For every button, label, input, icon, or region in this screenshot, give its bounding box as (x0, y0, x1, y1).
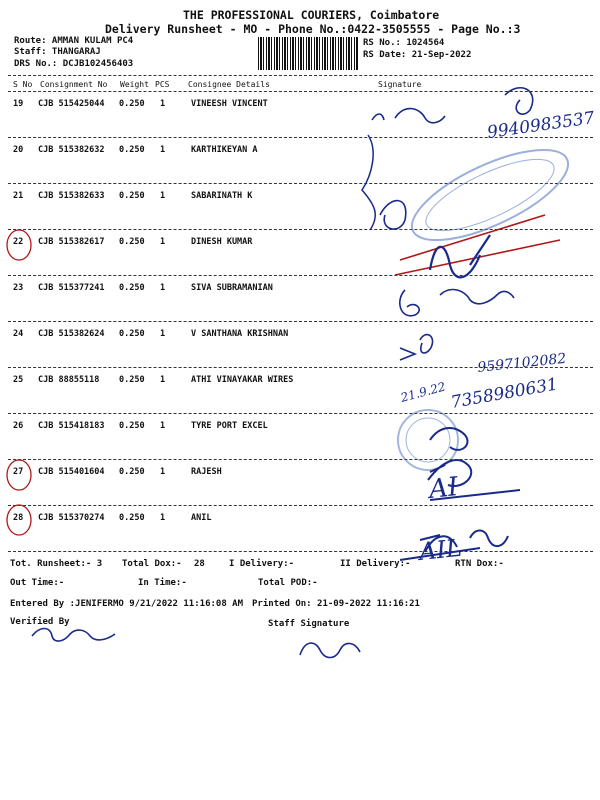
row-pcs: 1 (160, 421, 166, 431)
staff-signature: Staff Signature (268, 619, 350, 629)
col-consignee: Consignee Details (188, 80, 270, 89)
row-weight: 0.250 (119, 467, 145, 477)
row-weight: 0.250 (119, 145, 145, 155)
row-pcs: 1 (160, 99, 166, 109)
row-pcs: 1 (160, 329, 166, 339)
total-dox-value: 28 (194, 559, 205, 569)
row-sno: 25 (13, 375, 24, 385)
handwritten-phone: 7358980631 (449, 374, 560, 413)
row-consignment: CJB 515377241 (38, 283, 105, 293)
row-sno: 26 (13, 421, 24, 431)
col-sno: S No (13, 80, 33, 89)
row-pcs: 1 (160, 237, 166, 247)
row-consignment: CJB 515401604 (38, 467, 105, 477)
handwritten-signature-text: AIL (417, 533, 464, 566)
row-consignment: CJB 88855118 (38, 375, 100, 385)
red-circle-mark (7, 230, 31, 260)
i-delivery: I Delivery:- (229, 559, 295, 569)
col-consignment: Consignment No (40, 80, 108, 89)
row-consignment: CJB 515382617 (38, 237, 105, 247)
row-consignment: CJB 515370274 (38, 513, 105, 523)
row-sno: 20 (13, 145, 24, 155)
row-pcs: 1 (160, 375, 166, 385)
company-title: THE PROFESSIONAL COURIERS, Coimbatore (183, 8, 440, 22)
row-weight: 0.250 (119, 283, 145, 293)
row-consignee: VINEESH VINCENT (191, 99, 268, 109)
rtn-dox: RTN Dox:- (455, 559, 504, 569)
printed-on: Printed On: 21-09-2022 11:16:21 (252, 599, 420, 609)
row-consignee: ATHI VINAYAKAR WIRES (191, 375, 294, 385)
row-consignment: CJB 515425044 (38, 99, 105, 109)
row-weight: 0.250 (119, 99, 145, 109)
row-consignee: DINESH KUMAR (191, 237, 253, 247)
signature-scribble (362, 135, 375, 230)
staff-text: Staff: THANGARAJ (14, 47, 101, 57)
verified-by: Verified By (10, 617, 70, 627)
ii-delivery: II Delivery:- (340, 559, 411, 569)
row-pcs: 1 (160, 191, 166, 201)
col-signature: Signature (378, 80, 422, 89)
out-time: Out Time:- (10, 578, 65, 588)
tot-runsheet: Tot. Runsheet:- 3 (10, 559, 103, 569)
row-consignee: SIVA SUBRAMANIAN (191, 283, 273, 293)
row-weight: 0.250 (119, 375, 145, 385)
drs-number: DRS No.: DCJB102456403 (14, 59, 134, 69)
row-weight: 0.250 (119, 191, 145, 201)
row-weight: 0.250 (119, 513, 145, 523)
entered-by: Entered By :JENIFERMO 9/21/2022 11:16:08 AM (10, 599, 243, 609)
row-sno: 22 (13, 237, 24, 247)
row-pcs: 1 (160, 283, 166, 293)
row-sno: 27 (13, 467, 24, 477)
row-sno: 23 (13, 283, 24, 293)
row-sno: 28 (13, 513, 24, 523)
row-consignment: CJB 515418183 (38, 421, 105, 431)
row-consignment: CJB 515382624 (38, 329, 105, 339)
in-time: In Time:- (138, 578, 187, 588)
rubber-stamp (400, 132, 579, 258)
row-consignee: V SANTHANA KRISHNAN (191, 329, 289, 339)
row-sno: 19 (13, 99, 24, 109)
handwritten-phone: 9940983537 (485, 108, 596, 143)
row-consignee: ANIL (191, 513, 212, 523)
col-weight: Weight (120, 80, 149, 89)
row-consignment: CJB 515382633 (38, 191, 105, 201)
row-consignee: RAJESH (191, 467, 222, 477)
total-dox-label: Total Dox:- (122, 559, 182, 569)
row-consignee: KARTHIKEYAN A (191, 145, 258, 155)
col-pcs: PCS (155, 80, 170, 89)
row-weight: 0.250 (119, 329, 145, 339)
row-sno: 24 (13, 329, 24, 339)
runsheet-subtitle: Delivery Runsheet - MO - Phone No.:0422-3505555 - Page No.:3 (105, 22, 521, 36)
rs-date: RS Date: 21-Sep-2022 (363, 50, 472, 60)
red-circle-mark (7, 505, 31, 535)
row-consignee: TYRE PORT EXCEL (191, 421, 268, 431)
row-pcs: 1 (160, 145, 166, 155)
red-circle-mark (7, 460, 31, 490)
total-pod: Total POD:- (258, 578, 318, 588)
handwritten-phone: 9597102082 (476, 350, 568, 376)
row-consignee: SABARINATH K (191, 191, 253, 201)
handwritten-date: 21.9.22 (399, 379, 448, 405)
row-weight: 0.250 (119, 237, 145, 247)
row-sno: 21 (13, 191, 24, 201)
rs-number: RS No.: 1024564 (363, 38, 445, 48)
row-weight: 0.250 (119, 421, 145, 431)
row-consignment: CJB 515382632 (38, 145, 105, 155)
row-pcs: 1 (160, 467, 166, 477)
handwritten-signature-text: AI (427, 472, 460, 505)
row-pcs: 1 (160, 513, 166, 523)
route-text: Route: AMMAN KULAM PC4 (14, 36, 134, 46)
